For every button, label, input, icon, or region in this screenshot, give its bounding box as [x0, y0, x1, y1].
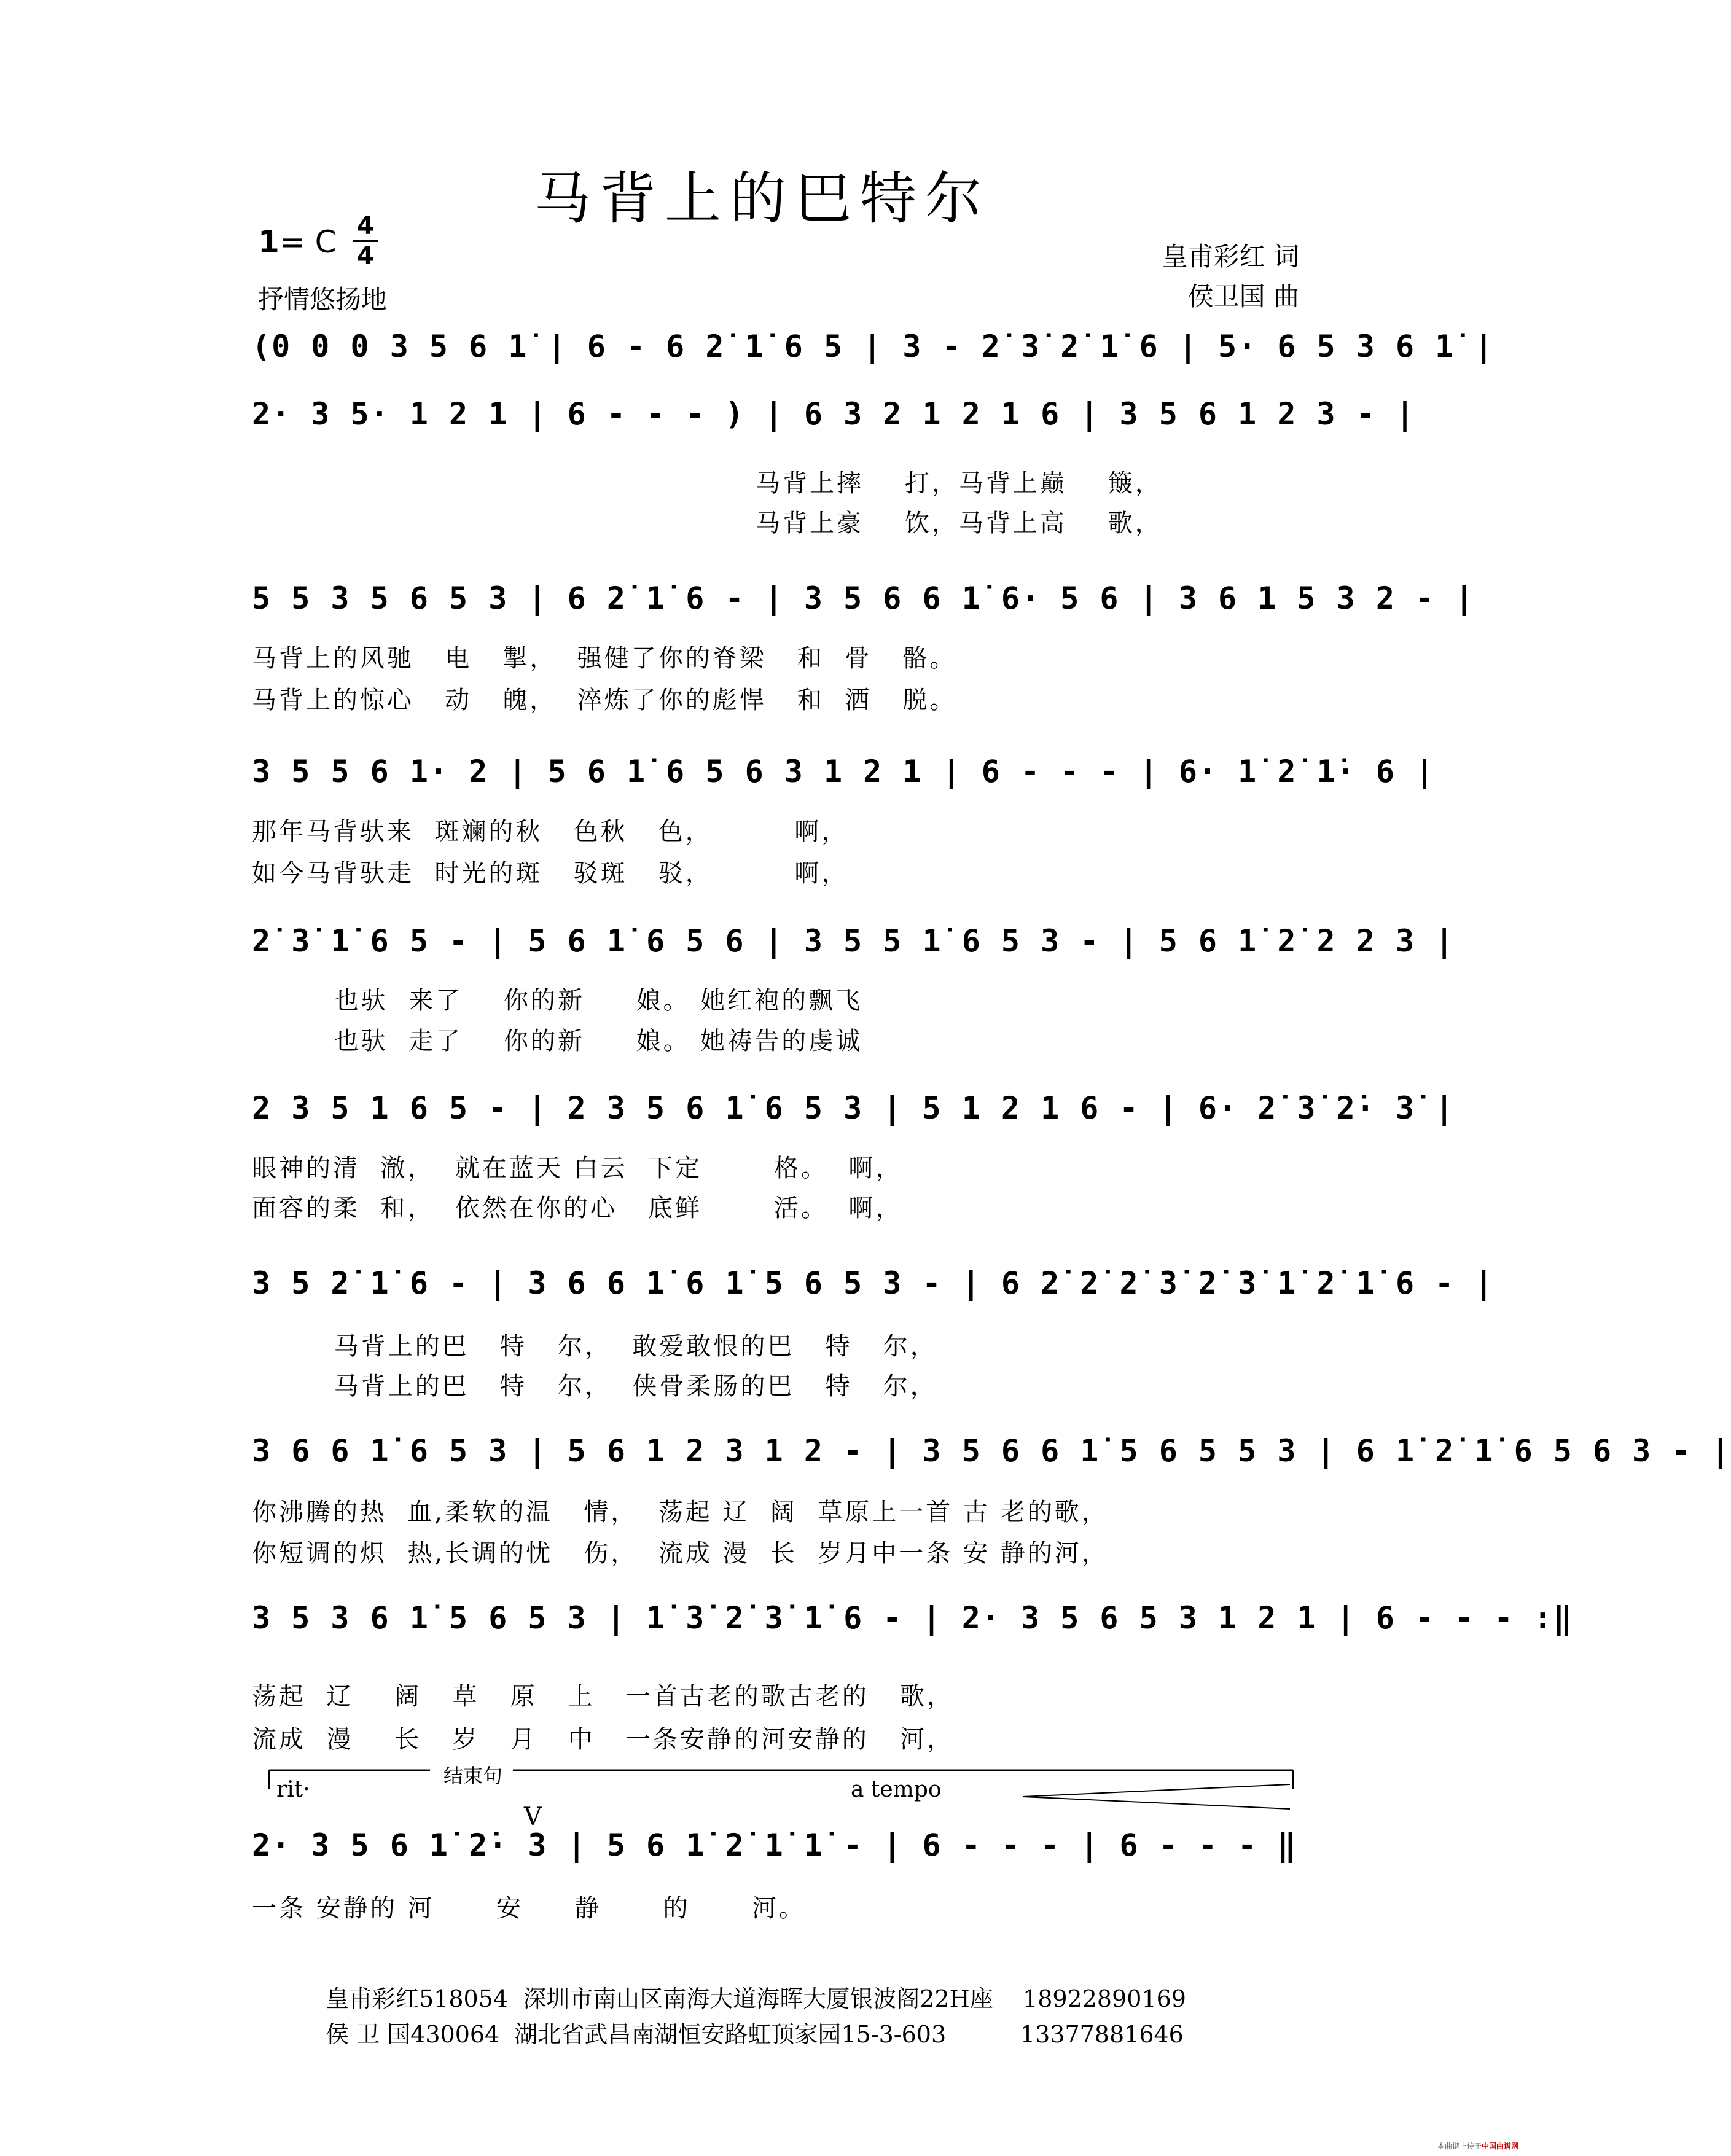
composer-credit: 侯卫国 曲 [1187, 281, 1299, 311]
time-top: 4 [357, 212, 374, 240]
system-6-notes: 2 3 5 1 6 5 - | 2 3 5 6 1̇ 6 5 3 | 5 1 2 1 6 - | 6· 2̇ 3̇ 2̇· 3̇ | [252, 1090, 1455, 1126]
system-5-notes: 2̇ 3̇ 1̇ 6 5 - | 5 6 1̇ 6 5 6 | 3 5 5 1̇ 6 5 3 - | 5 6 1̇ 2̇ 2 2 3 | [252, 923, 1455, 959]
system-5-lyric-1: 也驮 来了 你的新 娘。 她红袍的飘飞 [252, 986, 863, 1015]
key-degree: 1 [258, 224, 279, 260]
system-1-notes: (0 0 0 3 5 6 1̇ | 6 - 6 2̇ 1̇ 6 5 | 3 - 2̇ 3̇ 2̇ 1̇ 6 | 5· 6 5 3 6 1̇ | [252, 329, 1495, 364]
system-2-notes: 2· 3 5· 1 2 1 | 6 - - - ) | 6 3 2 1 2 1 6 | 3 5 6 1 2 3 - | [252, 396, 1416, 432]
system-6-lyric-2: 面容的柔 和， 依然在你的心 底鲜 活。 啊， [252, 1194, 903, 1222]
contact-lyricist: 皇甫彩红518054 深圳市南山区南海大道海晖大厦银波阁22H座 18922890169 [326, 1985, 1186, 2012]
contact-block [326, 1981, 1186, 2052]
system-8-lyric-2: 你短调的炽 热,长调的忧 伤， 流成 漫 长 岁月中一条 安 静的河， [252, 1539, 1109, 1568]
system-7-notes: 3 5 2̇ 1̇ 6 - | 3 6 6 1̇ 6 1̇ 5 6 5 3 - | 6 2̇ 2̇ 2̇ 3̇ 2̇ 3̇ 1̇ 2̇ 1̇ 6 - | [252, 1265, 1495, 1301]
lyricist-credit: 皇甫彩红 词 [1162, 241, 1299, 271]
system-10-lyric-1: 一条 安静的 河 安 静 的 河。 [252, 1894, 806, 1923]
ending-phrase-label: 结束句 [443, 1764, 503, 1787]
system-2-lyric-1: 马背上摔 打，马背上巅 簸， [756, 469, 1162, 498]
system-8-notes: 3 6 6 1̇ 6 5 3 | 5 6 1 2 3 1 2 - | 3 5 6 6 1̇ 5 6 5 5 3 | 6 1̇ 2̇ 1̇ 6 5 6 3 - | [252, 1433, 1731, 1469]
system-3-notes: 5 5 3 5 6 5 3 | 6 2̇ 1̇ 6 - | 3 5 6 6 1̇ 6· 5 6 | 3 6 1 5 3 2 - | [252, 580, 1475, 616]
system-9-notes: 3 5 3 6 1̇ 5 6 5 3 | 1̇ 3̇ 2̇ 3̇ 1̇ 6 - | 2· 3 5 6 5 3 1 2 1 | 6 - - - :‖ [252, 1600, 1573, 1636]
system-9-lyric-2: 流成 漫 长 岁 月 中 一条安静的河安静的 河， [252, 1725, 955, 1754]
watermark-brand: 中国曲谱网 [1481, 2142, 1518, 2150]
system-3-lyric-1: 马背上的风驰 电 掣， 强健了你的脊梁 和 骨 骼。 [252, 644, 957, 673]
system-5-lyric-2: 也驮 走了 你的新 娘。 她祷告的虔诚 [252, 1027, 863, 1055]
system-3-lyric-2: 马背上的惊心 动 魄， 淬炼了你的彪悍 和 洒 脱。 [252, 686, 957, 714]
system-2-lyric-2: 马背上豪 饮，马背上高 歌， [756, 509, 1162, 537]
system-6-lyric-1: 眼神的清 澈， 就在蓝天 白云 下定 格。 啊， [252, 1154, 903, 1182]
watermark [1437, 2141, 1518, 2151]
system-4-notes: 3 5 5 6 1· 2 | 5 6 1̇ 6 5 6 3 1 2 1 | 6 - - - | 6· 1̇ 2̇ 1̇· 6 | [252, 754, 1436, 789]
contact-composer: 侯 卫 国430064 湖北省武昌南湖恒安路虹顶家园15-3-603 13377881646 [326, 2021, 1184, 2048]
system-7-lyric-1: 马背上的巴 特 尔， 敢爱敢恨的巴 特 尔， [252, 1332, 937, 1361]
system-4-lyric-2: 如今马背驮走 时光的斑 驳斑 驳， 啊， [252, 859, 849, 888]
breath-mark: V [524, 1803, 542, 1831]
time-bottom: 4 [353, 240, 378, 270]
a-tempo-marking: a tempo [851, 1777, 942, 1802]
rit-marking: rit· [276, 1777, 310, 1802]
tempo-mark: 抒情悠扬地 [258, 284, 388, 314]
key-name: = C [279, 224, 337, 260]
system-9-lyric-1: 荡起 辽 阔 草 原 上 一首古老的歌古老的 歌， [252, 1682, 955, 1711]
system-7-lyric-2: 马背上的巴 特 尔， 侠骨柔肠的巴 特 尔， [252, 1372, 937, 1400]
watermark-text: 本曲谱上传于 [1437, 2142, 1482, 2150]
song-title: 马背上的巴特尔 [534, 166, 990, 232]
system-10-notes: 2· 3 5 6 1̇ 2̇· 3 | 5 6 1̇ 2̇ 1̇ 1̇ - | 6 - - - | 6 - - - ‖ [252, 1827, 1297, 1863]
diminuendo-hairpin [1023, 1784, 1290, 1809]
system-4-lyric-1: 那年马背驮来 斑斓的秋 色秋 色， 啊， [252, 818, 849, 846]
system-8-lyric-1: 你沸腾的热 血,柔软的温 情， 荡起 辽 阔 草原上一首 古 老的歌， [252, 1498, 1109, 1526]
